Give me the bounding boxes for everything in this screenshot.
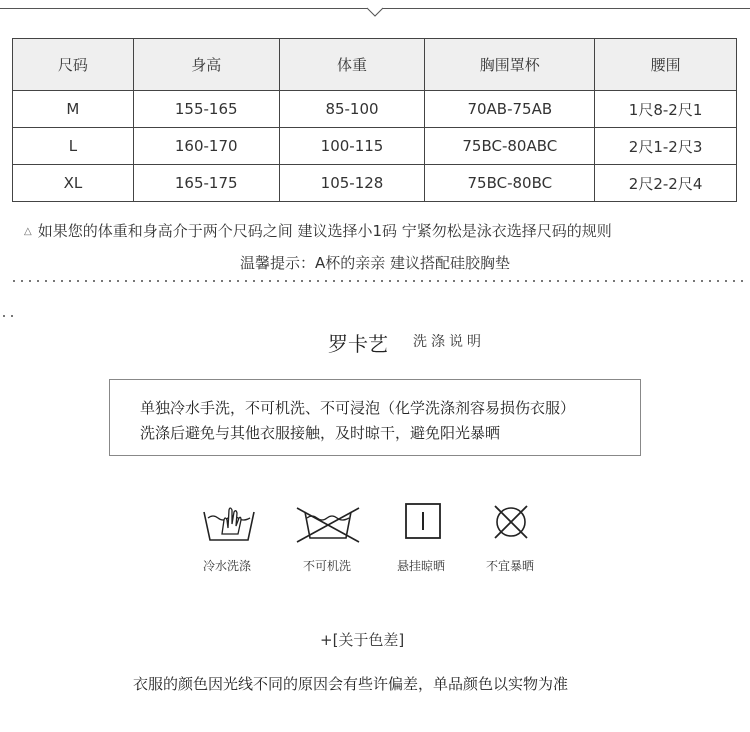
cell-bust-cup: 70AB-75AB	[425, 91, 595, 128]
table-row	[13, 91, 737, 128]
icon-label: 冷水洗涤	[203, 559, 252, 573]
table-header-row	[13, 39, 737, 91]
hang-dry-icon	[404, 500, 442, 540]
no-machine-wash-icon	[293, 500, 363, 544]
warm-tip: 温馨提示：A杯的亲亲 建议搭配硅胶胸垫	[239, 254, 511, 272]
divider-notch-icon	[366, 5, 384, 17]
instruction-line: 洗涤后避免与其他衣服接触，及时晾干，避免阳光暴晒	[140, 424, 501, 442]
header-size: 尺码	[13, 39, 134, 91]
color-difference-text: 衣服的颜色因光线不同的原因会有些许偏差，单品颜色以实物为准	[133, 675, 569, 693]
icon-label: 不可机洗	[303, 559, 352, 573]
cell-weight: 105-128	[279, 165, 425, 202]
washing-instructions-box	[109, 379, 641, 456]
cell-size: L	[13, 128, 134, 165]
color-difference-title: +[关于色差]	[320, 631, 405, 649]
cell-height: 160-170	[133, 128, 279, 165]
cell-height: 165-175	[133, 165, 279, 202]
header-height: 身高	[133, 39, 279, 91]
header-bust-cup: 胸围罩杯	[425, 39, 595, 91]
dotted-divider	[10, 279, 748, 283]
icon-label: 不宜暴晒	[486, 559, 535, 573]
instruction-line: 单独冷水手洗，不可机洗、不可浸泡（化学洗涤剂容易损伤衣服）	[140, 399, 576, 417]
cell-size: XL	[13, 165, 134, 202]
no-sun-dry-icon	[490, 500, 532, 542]
cell-waist: 2尺2-2尺4	[595, 165, 737, 202]
cell-height: 155-165	[133, 91, 279, 128]
table-row	[13, 165, 737, 202]
cell-waist: 1尺8-2尺1	[595, 91, 737, 128]
cell-size: M	[13, 91, 134, 128]
cell-weight: 85-100	[279, 91, 425, 128]
table-row	[13, 128, 737, 165]
cell-waist: 2尺1-2尺3	[595, 128, 737, 165]
cell-bust-cup: 75BC-80ABC	[425, 128, 595, 165]
dotted-divider-short	[0, 314, 16, 318]
cell-bust-cup: 75BC-80BC	[425, 165, 595, 202]
size-tip-text: 如果您的体重和身高介于两个尺码之间 建议选择小1码 宁紧勿松是泳衣选择尺码的规则	[37, 222, 612, 240]
washing-title: 洗涤说明	[413, 334, 485, 350]
cell-weight: 100-115	[279, 128, 425, 165]
icon-label: 悬挂晾晒	[397, 559, 446, 573]
size-tip	[24, 220, 612, 241]
size-table	[12, 38, 737, 202]
triangle-icon: △	[24, 226, 32, 237]
header-weight: 体重	[279, 39, 425, 91]
hand-wash-icon	[202, 500, 256, 544]
header-waist: 腰围	[595, 39, 737, 91]
brand-name: 罗卡艺	[328, 332, 388, 356]
